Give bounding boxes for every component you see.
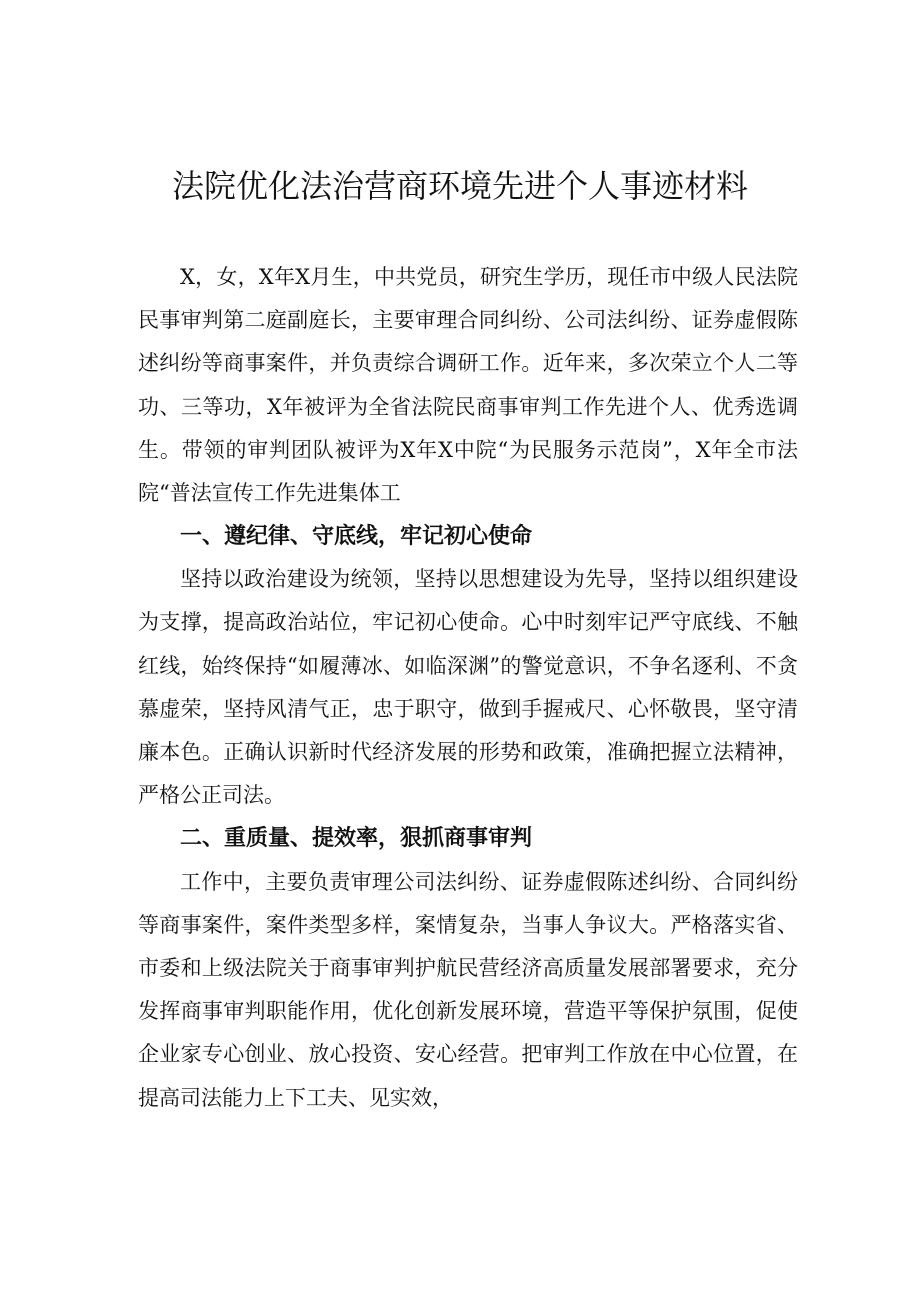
section-heading-2: 二、重质量、提效率，狠抓商事审判 <box>180 826 533 852</box>
section-heading-1: 一、遵纪律、守底线，牢记初心使命 <box>180 524 533 549</box>
section-body-1: 坚持以政治建设为统领，坚持以思想建设为先导，坚持以组织建设为支撑，提高政治站位，牢记初心使命。心中时刻牢记严守底线、不触红线，始终保持“如履薄冰、如临深渊”的警觉意识，不争名逐利、不贪慕虚荣，坚持风清气正，忠于职守，做到手握戒尺、心怀敬畏，坚守清廉本色。正确认识新时代经济发展的形势和政策，准确把握立法精神，严格公正司法。 <box>138 567 798 808</box>
section-body-2: 工作中，主要负责审理公司法纠纷、证券虚假陈述纠纷、合同纠纷等商事案件，案件类型多样，案情复杂，当事人争议大。严格落实省、市委和上级法院关于商事审判护航民营经济高质量发展部署要求，充分发挥商事审判职能作用，优化创新发展环境，营造平等保护氛围，促使企业家专心创业、放心投资、安心经营。把审判工作放在中心位置，在提高司法能力上下工夫、见实效， <box>138 869 798 1110</box>
document-body <box>138 256 798 1120</box>
document-title: 法院优化法治营商环境先进个人事迹材料 <box>171 167 748 205</box>
intro-paragraph: X，女，X年X月生，中共党员，研究生学历，现任市中级人民法院民事审判第二庭副庭长，主要审理合同纠纷、公司法纠纷、证券虚假陈述纠纷等商事案件，并负责综合调研工作。近年来，多次荣立个人二等功、三等功，X年被评为全省法院民商事审判工作先进个人、优秀选调生。带领的审判团队被评为X年X中院“为民服务示范岗”，X年全市法院“普法宣传工作先进集体工 <box>138 265 798 506</box>
